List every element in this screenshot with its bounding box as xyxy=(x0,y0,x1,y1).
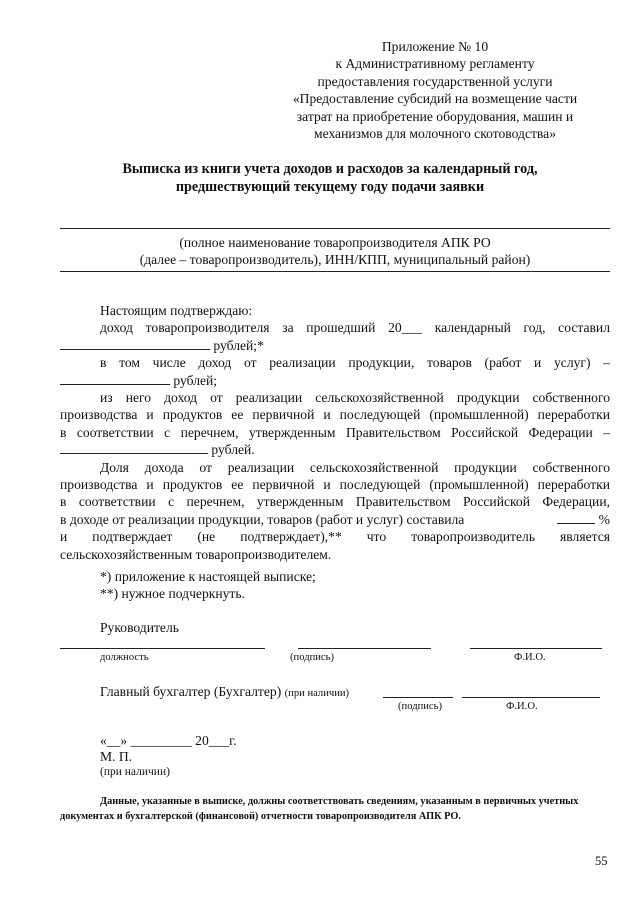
position-caption: должность xyxy=(100,652,149,663)
stamp-label: М. П. xyxy=(100,749,133,764)
note-line: *) приложение к настоящей выписке; xyxy=(100,569,316,584)
accountant-row xyxy=(100,684,349,700)
document-title xyxy=(60,160,600,196)
stamp-note: (при наличии) xyxy=(100,766,170,778)
including-line: в том числе доход от реализации продукции, товаров (работ и услуг) – xyxy=(100,355,610,371)
including-amount-line xyxy=(60,372,610,389)
agri-line: из него доход от реализации сельскохозяйственной продукции собственного xyxy=(100,390,610,406)
share-line: производства и продуктов ее первичной и последующей (промышленной) переработки xyxy=(60,477,610,493)
fio-caption: Ф.И.О. xyxy=(514,652,546,663)
head-label: Руководитель xyxy=(100,620,179,635)
percent-sign: % xyxy=(598,511,610,527)
income-amount-line xyxy=(60,337,610,354)
page-number: 55 xyxy=(595,854,608,868)
share-percent xyxy=(557,511,610,528)
fio-line xyxy=(470,648,602,649)
notes-block xyxy=(100,568,316,603)
share-line: Доля дохода от реализации сельскохозяйственной продукции собственного xyxy=(100,459,610,475)
including-unit: рублей; xyxy=(173,372,218,388)
title-line: Выписка из книги учета доходов и расходов за календарный год, xyxy=(122,161,538,177)
footnote xyxy=(60,794,610,824)
entity-top-rule xyxy=(60,228,610,229)
income-unit: рублей;* xyxy=(213,337,264,353)
accountant-fio-line xyxy=(462,697,600,698)
share-line: и подтверждает (не подтверждает),** что товаропроизводитель является xyxy=(60,529,610,545)
entity-bottom-rule xyxy=(60,271,610,272)
agri-unit: рублей. xyxy=(211,442,255,458)
entity-line: (далее – товаропроизводитель), ИНН/КПП, муниципальный район) xyxy=(139,252,531,267)
signature-caption: (подпись) xyxy=(290,652,334,663)
agri-line: в соответствии с перечнем, утвержденным Правительством Российской Федерации – xyxy=(60,424,610,440)
blank-field xyxy=(60,337,210,350)
entity-caption xyxy=(60,234,610,268)
accountant-signature-caption: (подпись) xyxy=(398,701,442,712)
agri-line: производства и продуктов ее первичной и последующей (промышленной) переработки xyxy=(60,407,610,423)
confirmation-block xyxy=(60,302,610,563)
share-percent-line xyxy=(60,511,610,528)
blank-field xyxy=(557,511,595,524)
appendix-line: «Предоставление субсидий на возмещение части xyxy=(292,91,578,107)
blank-field xyxy=(60,441,208,454)
appendix-line: к Административному регламенту xyxy=(335,56,535,72)
share-text: в доходе от реализации продукции, товаров (работ и услуг) составила xyxy=(60,511,465,527)
signature-line xyxy=(298,648,431,649)
appendix-line: затрат на приобретение оборудования, машин и xyxy=(296,108,574,124)
agri-amount-line xyxy=(60,441,610,458)
accountant-signature-line xyxy=(383,697,453,698)
accountant-note: (при наличии) xyxy=(284,688,350,699)
footnote-text: Данные, указанные в выписке, должны соответствовать сведениям, указанным в первичных учетных документах и бухгалтерской (финансовой) отчетности товаропроизводителя АПК РО. xyxy=(60,796,579,822)
share-line: в соответствии с перечнем, утвержденным Правительством Российской Федерации, xyxy=(60,494,610,510)
date-line: «__» _________ 20___г. xyxy=(100,733,237,748)
position-line xyxy=(60,648,265,649)
appendix-line: предоставления государственной услуги xyxy=(317,73,553,89)
appendix-line: Приложение № 10 xyxy=(381,39,489,54)
appendix-header xyxy=(270,38,600,142)
title-line: предшествующий текущему году подачи заявки xyxy=(175,179,485,195)
accountant-label: Главный бухгалтер (Бухгалтер) xyxy=(100,684,282,699)
entity-line: (полное наименование товаропроизводителя АПК РО xyxy=(179,235,491,250)
blank-field xyxy=(60,372,170,385)
share-line: сельскохозяйственным товаропроизводителем. xyxy=(60,546,332,562)
note-line: **) нужное подчеркнуть. xyxy=(100,586,245,602)
income-line: доход товаропроизводителя за прошедший 20___ календарный год, составил xyxy=(100,320,610,336)
appendix-line: механизмов для молочного скотоводства» xyxy=(313,126,556,142)
accountant-fio-caption: Ф.И.О. xyxy=(506,701,538,712)
confirm-line: Настоящим подтверждаю: xyxy=(100,303,253,318)
